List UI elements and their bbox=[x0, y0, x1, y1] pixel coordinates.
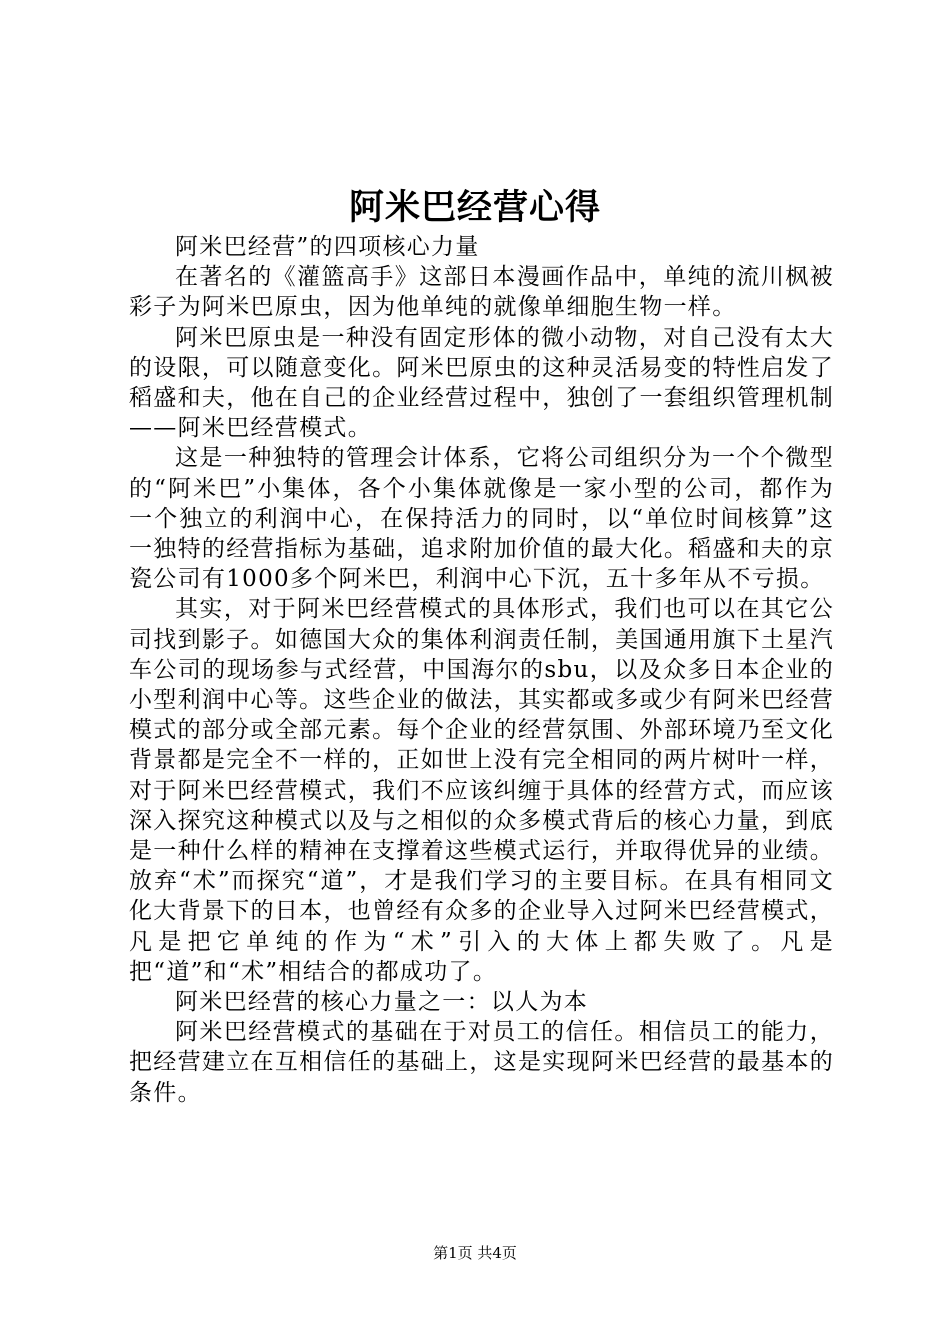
paragraph: 阿米巴原虫是一种没有固定形体的微小动物，对自己没有太大的设限，可以随意变化。阿米巴原虫的这种灵活易变的特性启发了稻盛和夫，他在自己的企业经营过程中，独创了一套组织管理机制——阿米巴经营模式。 bbox=[129, 324, 834, 442]
paragraph: 这是一种独特的管理会计体系，它将公司组织分为一个个微型的“阿米巴”小集体，各个小集体就像是一家小型的公司，都作为一个独立的利润中心，在保持活力的同时，以“单位时间核算”这一独特的经营指标为基础，追求附加价值的最大化。稻盛和夫的京瓷公司有1000多个阿米巴，利润中心下沉，五十多年从不亏损。 bbox=[129, 445, 834, 593]
paragraph: 阿米巴经营”的四项核心力量 bbox=[175, 234, 480, 260]
document-body bbox=[129, 232, 834, 1108]
paragraph: 在著名的《灌篮高手》这部日本漫画作品中，单纯的流川枫被彩子为阿米巴原虫，因为他单纯的就像单细胞生物一样。 bbox=[129, 264, 834, 321]
document-title: 阿米巴经营心得 bbox=[348, 187, 601, 228]
page-number-footer: 第1页 共4页 bbox=[433, 1244, 517, 1262]
paragraph: 阿米巴经营模式的基础在于对员工的信任。相信员工的能力，把经营建立在互相信任的基础上，这是实现阿米巴经营的最基本的条件。 bbox=[129, 1019, 834, 1106]
paragraph: 其实，对于阿米巴经营模式的具体形式，我们也可以在其它公司找到影子。如德国大众的集体利润责任制，美国通用旗下土星汽车公司的现场参与式经营，中国海尔的sbu，以及众多日本企业的小型利润中心等。这些企业的做法，其实都或多或少有阿米巴经营模式的部分或全部元素。每个企业的经营氛围、外部环境乃至文化背景都是完全不一样的，正如世上没有完全相同的两片树叶一样，对于阿米巴经营模式，我们不应该纠缠于具体的经营方式，而应该深入探究这种模式以及与之相似的众多模式背后的核心力量，到底是一种什么样的精神在支撑着这些模式运行，并取得优异的业绩。放弃“术”而探究“道”，才是我们学习的主要目标。在具有相同文化大背景下的日本，也曾经有众多的企业导入过阿米巴经营模式，凡是把它单纯的作为“术”引入的大体上都失败了。凡是把“道”和“术”相结合的都成功了。 bbox=[129, 596, 834, 985]
paragraph: 阿米巴经营的核心力量之一：以人为本 bbox=[175, 989, 589, 1016]
